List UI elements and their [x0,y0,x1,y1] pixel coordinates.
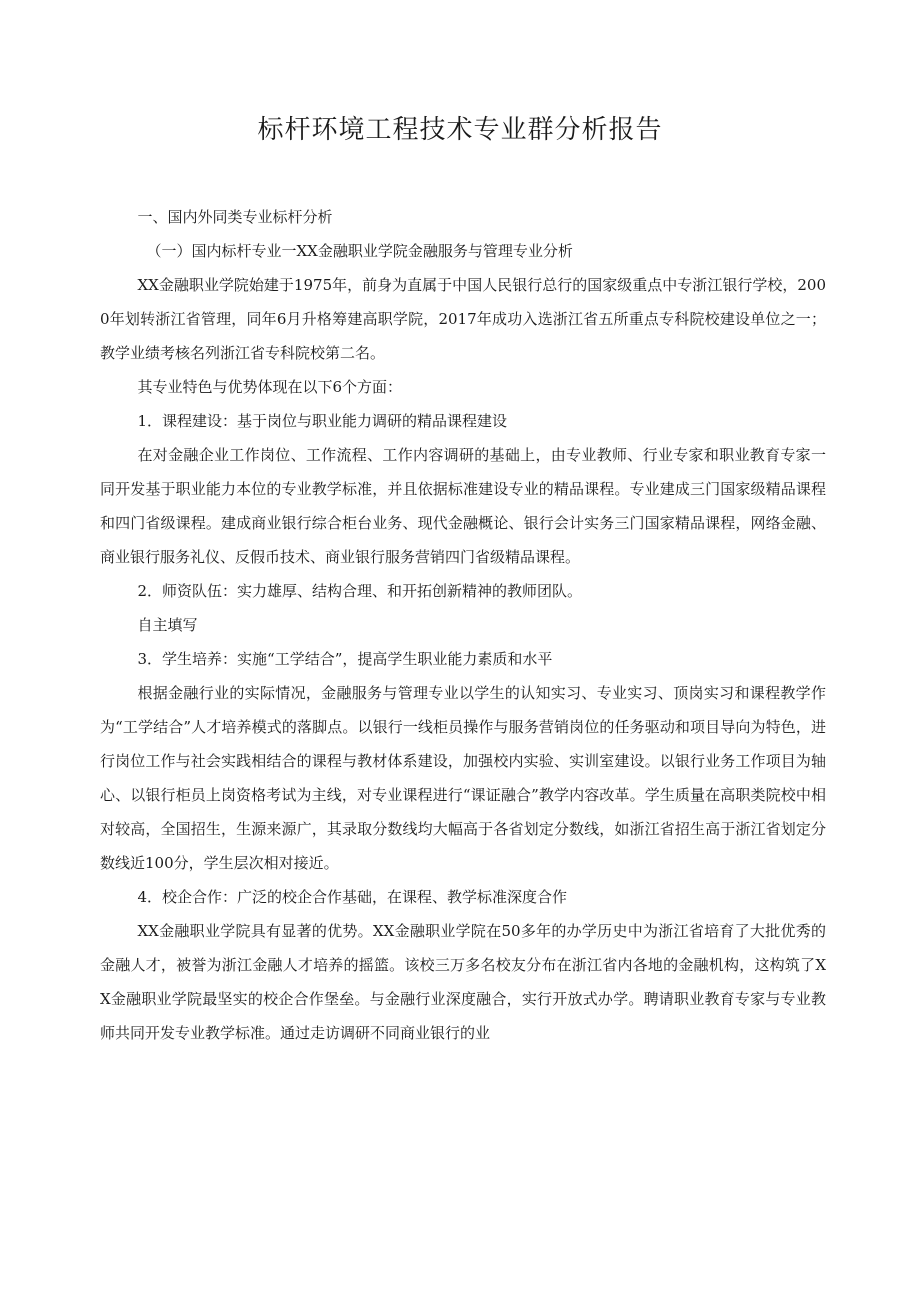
item-heading-faculty: 2．师资队伍：实力雄厚、结构合理、和开拓创新精神的教师团队。 [137,582,583,600]
item-body-faculty: 自主填写 [137,616,198,634]
features-paragraph: 其专业特色与优势体现在以下6个方面： [137,378,403,396]
section-heading: 一、国内外同类专业标杆分析 [137,208,333,226]
item-heading-training: 3．学生培养：实施“工学结合”，提高学生职业能力素质和水平 [137,650,553,668]
document-body [100,200,826,1050]
item-body-course: 在对金融企业工作岗位、工作流程、工作内容调研的基础上，由专业教师、行业专家和职业教育专家一同开发基于职业能力本位的专业教学标准，并且依据标准建设专业的精品课程。专业建成三门国家级精品课程和四门省级课程。建成商业银行综合柜台业务、现代金融概论、银行会计实务三门国家精品课程，网络金融、商业银行服务礼仪、反假币技术、商业银行服务营销四门省级精品课程。 [100,446,826,566]
subsection-heading: （一）国内标杆专业一XX金融职业学院金融服务与管理专业分析 [146,242,573,260]
item-heading-cooperation: 4．校企合作：广泛的校企合作基础，在课程、教学标准深度合作 [137,888,568,906]
page-title: 标杆环境工程技术专业群分析报告 [257,115,663,145]
intro-paragraph: XX金融职业学院始建于1975年，前身为直属于中国人民银行总行的国家级重点中专浙江银行学校，2000年划转浙江省管理，同年6月升格筹建高职学院，2017年成功入选浙江省五所重点专科院校建设单位之一；教学业绩考核名列浙江省专科院校第二名。 [100,276,826,362]
item-body-training: 根据金融行业的实际情况，金融服务与管理专业以学生的认知实习、专业实习、顶岗实习和课程教学作为“工学结合”人才培养模式的落脚点。以银行一线柜员操作与服务营销岗位的任务驱动和项目导向为特色，进行岗位工作与社会实践相结合的课程与教材体系建设，加强校内实验、实训室建设。以银行业务工作项目为轴心、以银行柜员上岗资格考试为主线，对专业课程进行“课证融合”教学内容改革。学生质量在高职类院校中相对较高，全国招生，生源来源广，其录取分数线均大幅高于各省划定分数线，如浙江省招生高于浙江省划定分数线近100分，学生层次相对接近。 [100,684,826,872]
item-heading-course: 1．课程建设：基于岗位与职业能力调研的精品课程建设 [137,412,508,430]
item-body-cooperation: XX金融职业学院具有显著的优势。XX金融职业学院在50多年的办学历史中为浙江省培育了大批优秀的金融人才，被誉为浙江金融人才培养的摇篮。该校三万多名校友分布在浙江省内各地的金融机构，这构筑了XX金融职业学院最坚实的校企合作堡垒。与金融行业深度融合，实行开放式办学。聘请职业教育专家与专业教师共同开发专业教学标准。通过走访调研不同商业银行的业 [100,922,826,1042]
